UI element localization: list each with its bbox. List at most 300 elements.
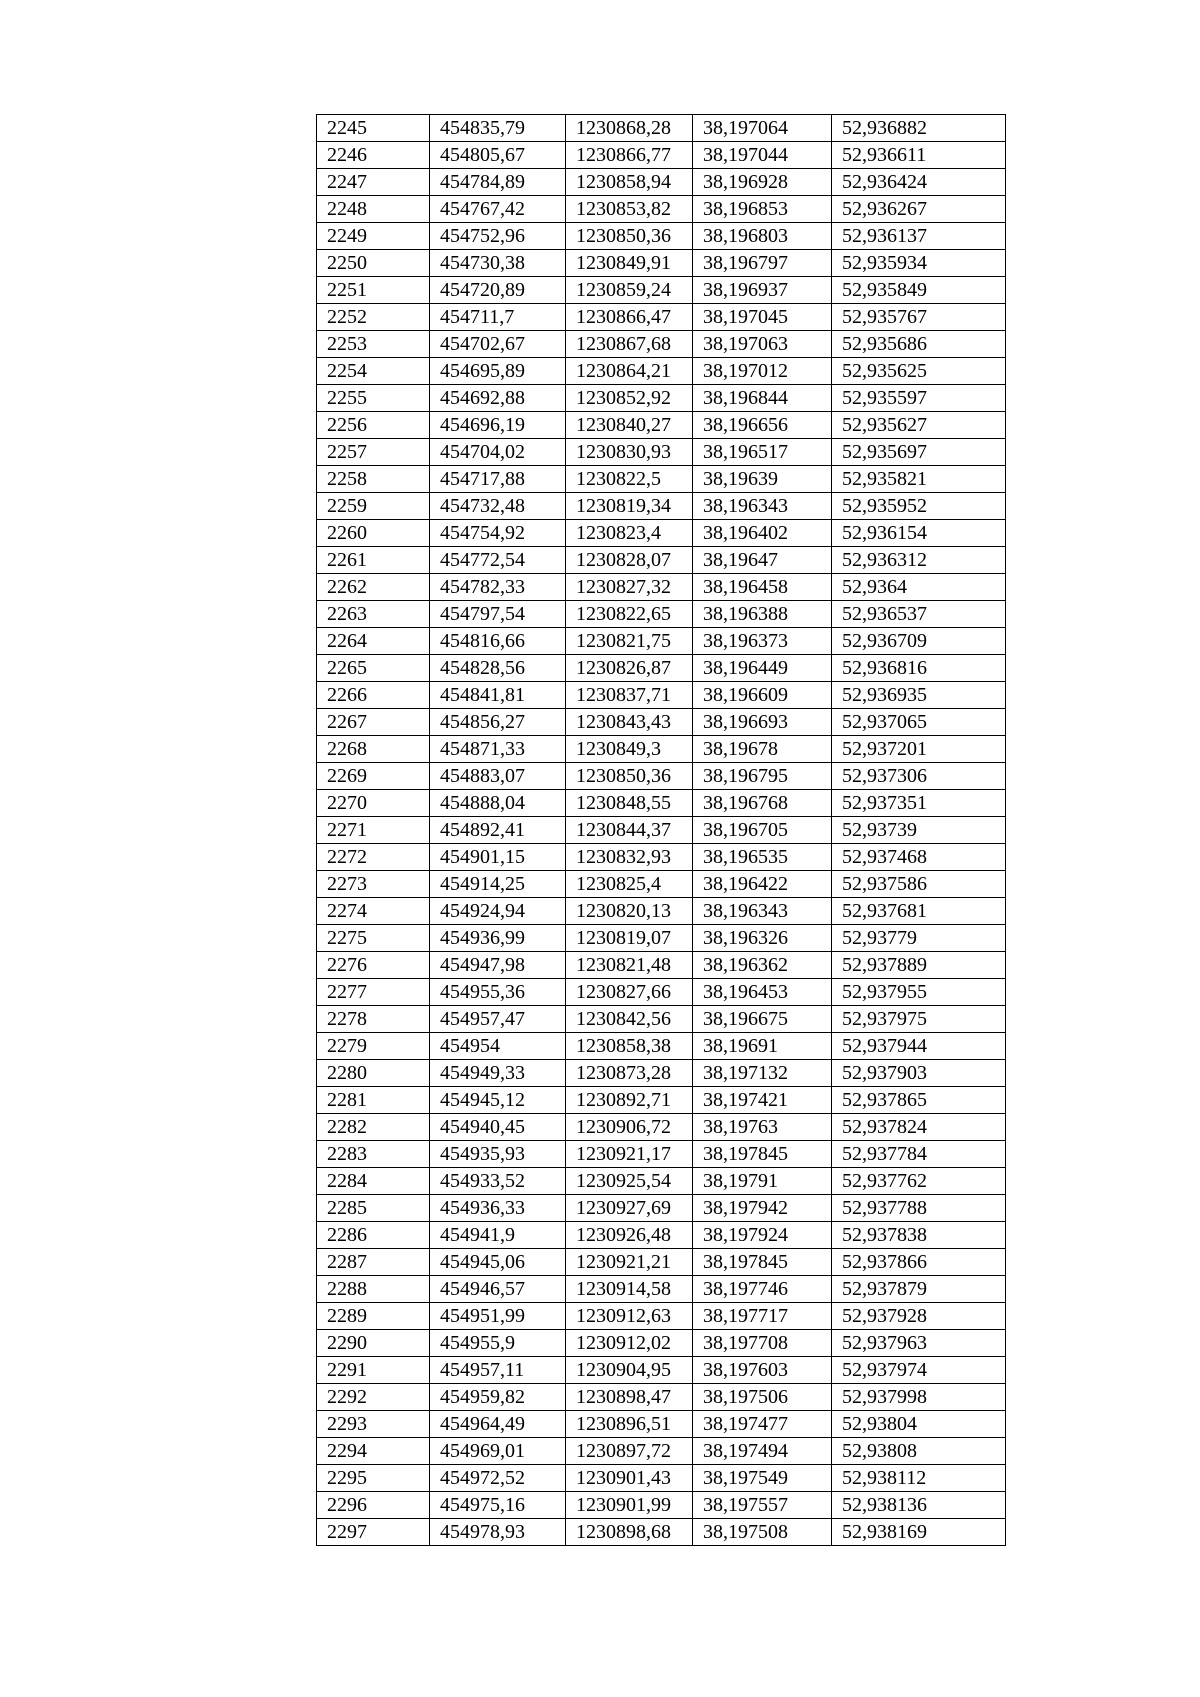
table-row	[317, 466, 1006, 493]
y-coordinate-cell: 1230868,28	[566, 115, 693, 142]
table-row	[317, 304, 1006, 331]
x-coordinate-cell: 454914,25	[430, 871, 566, 898]
x-coordinate-cell: 454955,9	[430, 1330, 566, 1357]
x-coordinate-cell: 454969,01	[430, 1438, 566, 1465]
x-coordinate-cell: 454730,38	[430, 250, 566, 277]
point-number-cell: 2280	[317, 1060, 430, 1087]
table-row	[317, 493, 1006, 520]
latitude-cell: 52,937866	[832, 1249, 1006, 1276]
point-number-cell: 2285	[317, 1195, 430, 1222]
latitude-cell: 52,937944	[832, 1033, 1006, 1060]
longitude-cell: 38,196937	[693, 277, 832, 304]
x-coordinate-cell: 454856,27	[430, 709, 566, 736]
latitude-cell: 52,93804	[832, 1411, 1006, 1438]
latitude-cell: 52,937889	[832, 952, 1006, 979]
point-number-cell: 2274	[317, 898, 430, 925]
latitude-cell: 52,936154	[832, 520, 1006, 547]
table-row	[317, 115, 1006, 142]
latitude-cell: 52,937468	[832, 844, 1006, 871]
point-number-cell: 2254	[317, 358, 430, 385]
y-coordinate-cell: 1230822,5	[566, 466, 693, 493]
longitude-cell: 38,196768	[693, 790, 832, 817]
x-coordinate-cell: 454936,99	[430, 925, 566, 952]
x-coordinate-cell: 454695,89	[430, 358, 566, 385]
latitude-cell: 52,937762	[832, 1168, 1006, 1195]
point-number-cell: 2246	[317, 142, 430, 169]
table-row	[317, 1492, 1006, 1519]
x-coordinate-cell: 454892,41	[430, 817, 566, 844]
x-coordinate-cell: 454951,99	[430, 1303, 566, 1330]
point-number-cell: 2279	[317, 1033, 430, 1060]
table-row	[317, 1276, 1006, 1303]
longitude-cell: 38,197924	[693, 1222, 832, 1249]
point-number-cell: 2269	[317, 763, 430, 790]
longitude-cell: 38,196362	[693, 952, 832, 979]
x-coordinate-cell: 454784,89	[430, 169, 566, 196]
point-number-cell: 2289	[317, 1303, 430, 1330]
y-coordinate-cell: 1230825,4	[566, 871, 693, 898]
latitude-cell: 52,937824	[832, 1114, 1006, 1141]
table-row	[317, 196, 1006, 223]
latitude-cell: 52,938169	[832, 1519, 1006, 1546]
table-row	[317, 169, 1006, 196]
latitude-cell: 52,937903	[832, 1060, 1006, 1087]
y-coordinate-cell: 1230901,99	[566, 1492, 693, 1519]
table-row	[317, 628, 1006, 655]
latitude-cell: 52,9364	[832, 574, 1006, 601]
y-coordinate-cell: 1230821,75	[566, 628, 693, 655]
longitude-cell: 38,197845	[693, 1141, 832, 1168]
y-coordinate-cell: 1230850,36	[566, 223, 693, 250]
point-number-cell: 2252	[317, 304, 430, 331]
y-coordinate-cell: 1230858,38	[566, 1033, 693, 1060]
x-coordinate-cell: 454720,89	[430, 277, 566, 304]
x-coordinate-cell: 454782,33	[430, 574, 566, 601]
point-number-cell: 2251	[317, 277, 430, 304]
latitude-cell: 52,936312	[832, 547, 1006, 574]
table-row	[317, 1168, 1006, 1195]
y-coordinate-cell: 1230848,55	[566, 790, 693, 817]
y-coordinate-cell: 1230832,93	[566, 844, 693, 871]
latitude-cell: 52,937998	[832, 1384, 1006, 1411]
latitude-cell: 52,936267	[832, 196, 1006, 223]
longitude-cell: 38,196609	[693, 682, 832, 709]
longitude-cell: 38,19791	[693, 1168, 832, 1195]
latitude-cell: 52,937955	[832, 979, 1006, 1006]
table-row	[317, 1438, 1006, 1465]
y-coordinate-cell: 1230823,4	[566, 520, 693, 547]
table-row	[317, 1330, 1006, 1357]
x-coordinate-cell: 454959,82	[430, 1384, 566, 1411]
latitude-cell: 52,935767	[832, 304, 1006, 331]
longitude-cell: 38,196795	[693, 763, 832, 790]
y-coordinate-cell: 1230828,07	[566, 547, 693, 574]
table-row	[317, 574, 1006, 601]
point-number-cell: 2286	[317, 1222, 430, 1249]
y-coordinate-cell: 1230827,32	[566, 574, 693, 601]
point-number-cell: 2260	[317, 520, 430, 547]
longitude-cell: 38,19763	[693, 1114, 832, 1141]
table-row	[317, 1195, 1006, 1222]
latitude-cell: 52,935952	[832, 493, 1006, 520]
latitude-cell: 52,937974	[832, 1357, 1006, 1384]
table-row	[317, 223, 1006, 250]
point-number-cell: 2288	[317, 1276, 430, 1303]
table-row	[317, 763, 1006, 790]
point-number-cell: 2281	[317, 1087, 430, 1114]
point-number-cell: 2250	[317, 250, 430, 277]
table-row	[317, 979, 1006, 1006]
longitude-cell: 38,196535	[693, 844, 832, 871]
y-coordinate-cell: 1230927,69	[566, 1195, 693, 1222]
x-coordinate-cell: 454692,88	[430, 385, 566, 412]
x-coordinate-cell: 454828,56	[430, 655, 566, 682]
point-number-cell: 2270	[317, 790, 430, 817]
point-number-cell: 2245	[317, 115, 430, 142]
x-coordinate-cell: 454964,49	[430, 1411, 566, 1438]
x-coordinate-cell: 454955,36	[430, 979, 566, 1006]
x-coordinate-cell: 454752,96	[430, 223, 566, 250]
table-row	[317, 1033, 1006, 1060]
table-row	[317, 898, 1006, 925]
latitude-cell: 52,935625	[832, 358, 1006, 385]
latitude-cell: 52,937586	[832, 871, 1006, 898]
x-coordinate-cell: 454704,02	[430, 439, 566, 466]
x-coordinate-cell: 454797,54	[430, 601, 566, 628]
x-coordinate-cell: 454732,48	[430, 493, 566, 520]
x-coordinate-cell: 454946,57	[430, 1276, 566, 1303]
latitude-cell: 52,935686	[832, 331, 1006, 358]
point-number-cell: 2247	[317, 169, 430, 196]
longitude-cell: 38,197557	[693, 1492, 832, 1519]
y-coordinate-cell: 1230819,07	[566, 925, 693, 952]
x-coordinate-cell: 454941,9	[430, 1222, 566, 1249]
point-number-cell: 2276	[317, 952, 430, 979]
x-coordinate-cell: 454949,33	[430, 1060, 566, 1087]
point-number-cell: 2284	[317, 1168, 430, 1195]
longitude-cell: 38,197603	[693, 1357, 832, 1384]
table-row	[317, 1114, 1006, 1141]
latitude-cell: 52,938136	[832, 1492, 1006, 1519]
latitude-cell: 52,936816	[832, 655, 1006, 682]
x-coordinate-cell: 454945,12	[430, 1087, 566, 1114]
x-coordinate-cell: 454972,52	[430, 1465, 566, 1492]
y-coordinate-cell: 1230873,28	[566, 1060, 693, 1087]
point-number-cell: 2257	[317, 439, 430, 466]
latitude-cell: 52,937201	[832, 736, 1006, 763]
point-number-cell: 2277	[317, 979, 430, 1006]
point-number-cell: 2272	[317, 844, 430, 871]
point-number-cell: 2294	[317, 1438, 430, 1465]
longitude-cell: 38,196402	[693, 520, 832, 547]
y-coordinate-cell: 1230830,93	[566, 439, 693, 466]
longitude-cell: 38,196326	[693, 925, 832, 952]
table-row	[317, 142, 1006, 169]
longitude-cell: 38,196803	[693, 223, 832, 250]
x-coordinate-cell: 454702,67	[430, 331, 566, 358]
longitude-cell: 38,19647	[693, 547, 832, 574]
point-number-cell: 2283	[317, 1141, 430, 1168]
x-coordinate-cell: 454717,88	[430, 466, 566, 493]
y-coordinate-cell: 1230852,92	[566, 385, 693, 412]
table-row	[317, 331, 1006, 358]
table-row	[317, 1222, 1006, 1249]
longitude-cell: 38,197942	[693, 1195, 832, 1222]
latitude-cell: 52,936137	[832, 223, 1006, 250]
x-coordinate-cell: 454696,19	[430, 412, 566, 439]
y-coordinate-cell: 1230819,34	[566, 493, 693, 520]
y-coordinate-cell: 1230866,77	[566, 142, 693, 169]
latitude-cell: 52,937788	[832, 1195, 1006, 1222]
y-coordinate-cell: 1230827,66	[566, 979, 693, 1006]
table-row	[317, 844, 1006, 871]
y-coordinate-cell: 1230926,48	[566, 1222, 693, 1249]
x-coordinate-cell: 454711,7	[430, 304, 566, 331]
table-row	[317, 277, 1006, 304]
point-number-cell: 2292	[317, 1384, 430, 1411]
longitude-cell: 38,197845	[693, 1249, 832, 1276]
table-row	[317, 520, 1006, 547]
x-coordinate-cell: 454945,06	[430, 1249, 566, 1276]
point-number-cell: 2268	[317, 736, 430, 763]
longitude-cell: 38,196844	[693, 385, 832, 412]
x-coordinate-cell: 454975,16	[430, 1492, 566, 1519]
y-coordinate-cell: 1230843,43	[566, 709, 693, 736]
longitude-cell: 38,197477	[693, 1411, 832, 1438]
latitude-cell: 52,936935	[832, 682, 1006, 709]
table-row	[317, 358, 1006, 385]
table-row	[317, 1384, 1006, 1411]
point-number-cell: 2258	[317, 466, 430, 493]
latitude-cell: 52,935627	[832, 412, 1006, 439]
point-number-cell: 2278	[317, 1006, 430, 1033]
longitude-cell: 38,196388	[693, 601, 832, 628]
longitude-cell: 38,196422	[693, 871, 832, 898]
x-coordinate-cell: 454935,93	[430, 1141, 566, 1168]
x-coordinate-cell: 454936,33	[430, 1195, 566, 1222]
table-row	[317, 1249, 1006, 1276]
x-coordinate-cell: 454841,81	[430, 682, 566, 709]
longitude-cell: 38,197064	[693, 115, 832, 142]
y-coordinate-cell: 1230867,68	[566, 331, 693, 358]
table-row	[317, 1303, 1006, 1330]
latitude-cell: 52,937928	[832, 1303, 1006, 1330]
table-row	[317, 385, 1006, 412]
point-number-cell: 2295	[317, 1465, 430, 1492]
y-coordinate-cell: 1230901,43	[566, 1465, 693, 1492]
longitude-cell: 38,196656	[693, 412, 832, 439]
table-row	[317, 736, 1006, 763]
table-row	[317, 817, 1006, 844]
y-coordinate-cell: 1230906,72	[566, 1114, 693, 1141]
x-coordinate-cell: 454772,54	[430, 547, 566, 574]
x-coordinate-cell: 454947,98	[430, 952, 566, 979]
latitude-cell: 52,937865	[832, 1087, 1006, 1114]
longitude-cell: 38,196458	[693, 574, 832, 601]
latitude-cell: 52,935821	[832, 466, 1006, 493]
longitude-cell: 38,196705	[693, 817, 832, 844]
point-number-cell: 2263	[317, 601, 430, 628]
latitude-cell: 52,937681	[832, 898, 1006, 925]
longitude-cell: 38,197508	[693, 1519, 832, 1546]
y-coordinate-cell: 1230921,17	[566, 1141, 693, 1168]
longitude-cell: 38,197717	[693, 1303, 832, 1330]
x-coordinate-cell: 454933,52	[430, 1168, 566, 1195]
y-coordinate-cell: 1230897,72	[566, 1438, 693, 1465]
table-row	[317, 250, 1006, 277]
table-row	[317, 1411, 1006, 1438]
y-coordinate-cell: 1230921,21	[566, 1249, 693, 1276]
latitude-cell: 52,936537	[832, 601, 1006, 628]
table-row	[317, 601, 1006, 628]
y-coordinate-cell: 1230898,47	[566, 1384, 693, 1411]
latitude-cell: 52,936882	[832, 115, 1006, 142]
y-coordinate-cell: 1230898,68	[566, 1519, 693, 1546]
point-number-cell: 2273	[317, 871, 430, 898]
longitude-cell: 38,197421	[693, 1087, 832, 1114]
y-coordinate-cell: 1230826,87	[566, 655, 693, 682]
point-number-cell: 2271	[317, 817, 430, 844]
longitude-cell: 38,196675	[693, 1006, 832, 1033]
latitude-cell: 52,936709	[832, 628, 1006, 655]
y-coordinate-cell: 1230866,47	[566, 304, 693, 331]
point-number-cell: 2293	[317, 1411, 430, 1438]
point-number-cell: 2249	[317, 223, 430, 250]
longitude-cell: 38,196453	[693, 979, 832, 1006]
latitude-cell: 52,935934	[832, 250, 1006, 277]
longitude-cell: 38,197044	[693, 142, 832, 169]
point-number-cell: 2262	[317, 574, 430, 601]
table-row	[317, 1357, 1006, 1384]
point-number-cell: 2290	[317, 1330, 430, 1357]
table-row	[317, 1141, 1006, 1168]
table-row	[317, 709, 1006, 736]
point-number-cell: 2275	[317, 925, 430, 952]
point-number-cell: 2261	[317, 547, 430, 574]
x-coordinate-cell: 454978,93	[430, 1519, 566, 1546]
y-coordinate-cell: 1230912,63	[566, 1303, 693, 1330]
x-coordinate-cell: 454754,92	[430, 520, 566, 547]
table-row	[317, 871, 1006, 898]
table-row	[317, 547, 1006, 574]
table-row	[317, 1465, 1006, 1492]
x-coordinate-cell: 454871,33	[430, 736, 566, 763]
x-coordinate-cell: 454816,66	[430, 628, 566, 655]
point-number-cell: 2256	[317, 412, 430, 439]
latitude-cell: 52,935597	[832, 385, 1006, 412]
point-number-cell: 2297	[317, 1519, 430, 1546]
latitude-cell: 52,937879	[832, 1276, 1006, 1303]
point-number-cell: 2287	[317, 1249, 430, 1276]
point-number-cell: 2267	[317, 709, 430, 736]
point-number-cell: 2265	[317, 655, 430, 682]
latitude-cell: 52,937838	[832, 1222, 1006, 1249]
y-coordinate-cell: 1230912,02	[566, 1330, 693, 1357]
x-coordinate-cell: 454957,47	[430, 1006, 566, 1033]
table-row	[317, 925, 1006, 952]
y-coordinate-cell: 1230822,65	[566, 601, 693, 628]
table-row	[317, 1519, 1006, 1546]
longitude-cell: 38,196343	[693, 493, 832, 520]
table-row	[317, 682, 1006, 709]
point-number-cell: 2264	[317, 628, 430, 655]
y-coordinate-cell: 1230904,95	[566, 1357, 693, 1384]
latitude-cell: 52,936424	[832, 169, 1006, 196]
y-coordinate-cell: 1230821,48	[566, 952, 693, 979]
x-coordinate-cell: 454767,42	[430, 196, 566, 223]
table-row	[317, 952, 1006, 979]
longitude-cell: 38,197708	[693, 1330, 832, 1357]
longitude-cell: 38,196373	[693, 628, 832, 655]
latitude-cell: 52,935849	[832, 277, 1006, 304]
longitude-cell: 38,197549	[693, 1465, 832, 1492]
latitude-cell: 52,93739	[832, 817, 1006, 844]
x-coordinate-cell: 454805,67	[430, 142, 566, 169]
longitude-cell: 38,196693	[693, 709, 832, 736]
point-number-cell: 2259	[317, 493, 430, 520]
latitude-cell: 52,937065	[832, 709, 1006, 736]
x-coordinate-cell: 454883,07	[430, 763, 566, 790]
y-coordinate-cell: 1230840,27	[566, 412, 693, 439]
y-coordinate-cell: 1230844,37	[566, 817, 693, 844]
point-number-cell: 2255	[317, 385, 430, 412]
x-coordinate-cell: 454835,79	[430, 115, 566, 142]
longitude-cell: 38,197012	[693, 358, 832, 385]
latitude-cell: 52,937306	[832, 763, 1006, 790]
y-coordinate-cell: 1230853,82	[566, 196, 693, 223]
longitude-cell: 38,197132	[693, 1060, 832, 1087]
coordinates-table-body	[317, 115, 1006, 1546]
latitude-cell: 52,935697	[832, 439, 1006, 466]
latitude-cell: 52,93808	[832, 1438, 1006, 1465]
table-row	[317, 655, 1006, 682]
x-coordinate-cell: 454954	[430, 1033, 566, 1060]
latitude-cell: 52,937975	[832, 1006, 1006, 1033]
latitude-cell: 52,937784	[832, 1141, 1006, 1168]
longitude-cell: 38,197045	[693, 304, 832, 331]
y-coordinate-cell: 1230892,71	[566, 1087, 693, 1114]
y-coordinate-cell: 1230914,58	[566, 1276, 693, 1303]
point-number-cell: 2248	[317, 196, 430, 223]
x-coordinate-cell: 454901,15	[430, 844, 566, 871]
longitude-cell: 38,196343	[693, 898, 832, 925]
longitude-cell: 38,196853	[693, 196, 832, 223]
y-coordinate-cell: 1230859,24	[566, 277, 693, 304]
point-number-cell: 2266	[317, 682, 430, 709]
longitude-cell: 38,197746	[693, 1276, 832, 1303]
latitude-cell: 52,938112	[832, 1465, 1006, 1492]
y-coordinate-cell: 1230842,56	[566, 1006, 693, 1033]
latitude-cell: 52,936611	[832, 142, 1006, 169]
y-coordinate-cell: 1230925,54	[566, 1168, 693, 1195]
table-row	[317, 790, 1006, 817]
latitude-cell: 52,937351	[832, 790, 1006, 817]
table-row	[317, 412, 1006, 439]
latitude-cell: 52,93779	[832, 925, 1006, 952]
x-coordinate-cell: 454924,94	[430, 898, 566, 925]
point-number-cell: 2253	[317, 331, 430, 358]
y-coordinate-cell: 1230820,13	[566, 898, 693, 925]
y-coordinate-cell: 1230864,21	[566, 358, 693, 385]
point-number-cell: 2296	[317, 1492, 430, 1519]
longitude-cell: 38,196797	[693, 250, 832, 277]
point-number-cell: 2282	[317, 1114, 430, 1141]
y-coordinate-cell: 1230849,91	[566, 250, 693, 277]
y-coordinate-cell: 1230850,36	[566, 763, 693, 790]
table-row	[317, 1087, 1006, 1114]
x-coordinate-cell: 454940,45	[430, 1114, 566, 1141]
longitude-cell: 38,19639	[693, 466, 832, 493]
